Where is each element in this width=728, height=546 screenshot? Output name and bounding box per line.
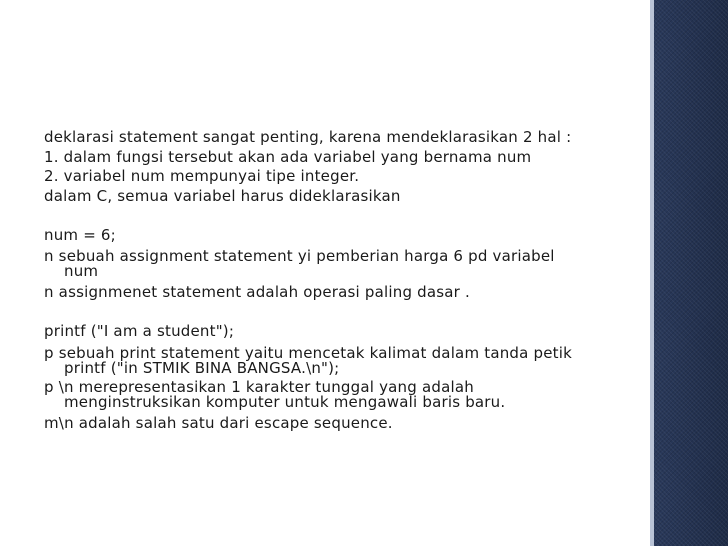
text-line: 1. dalam fungsi tersebut akan ada variabel yang bernama num <box>44 147 532 166</box>
bullet-text-continued: printf ("in STMIK BINA BANGSA.\n"); <box>64 358 340 377</box>
text-line: dalam C, semua variabel harus dideklarasikan <box>44 186 401 205</box>
bullet-item <box>44 249 634 279</box>
bullet-text: p \n merepresentasikan 1 karakter tunggal yang adalah <box>44 377 474 396</box>
bullet-item: n assignmenet statement adalah operasi paling dasar . <box>44 283 470 301</box>
spacer <box>44 303 634 323</box>
code-line: num = 6; <box>44 225 116 244</box>
code-line: printf ("I am a student"); <box>44 322 235 340</box>
bullet-item <box>44 377 634 411</box>
text-line: 2. variabel num mempunyai tipe integer. <box>44 167 360 185</box>
slide-body <box>44 128 634 433</box>
bullet-text: p sebuah print statement yaitu mencetak kalimat dalam tanda petik <box>44 343 572 362</box>
spacer <box>44 206 634 226</box>
text-line: deklarasi statement sangat penting, karena mendeklarasikan 2 hal : <box>44 128 572 146</box>
bullet-text-continued: num <box>64 262 99 280</box>
decorative-side-panel <box>650 0 728 546</box>
bullet-item <box>44 343 634 377</box>
bullet-item: m\n adalah salah satu dari escape sequence. <box>44 413 393 432</box>
bullet-text: n sebuah assignment statement yi pemberian harga 6 pd variabel <box>44 247 555 265</box>
bullet-text-continued: menginstruksikan komputer untuk mengawali baris baru. <box>64 392 506 411</box>
